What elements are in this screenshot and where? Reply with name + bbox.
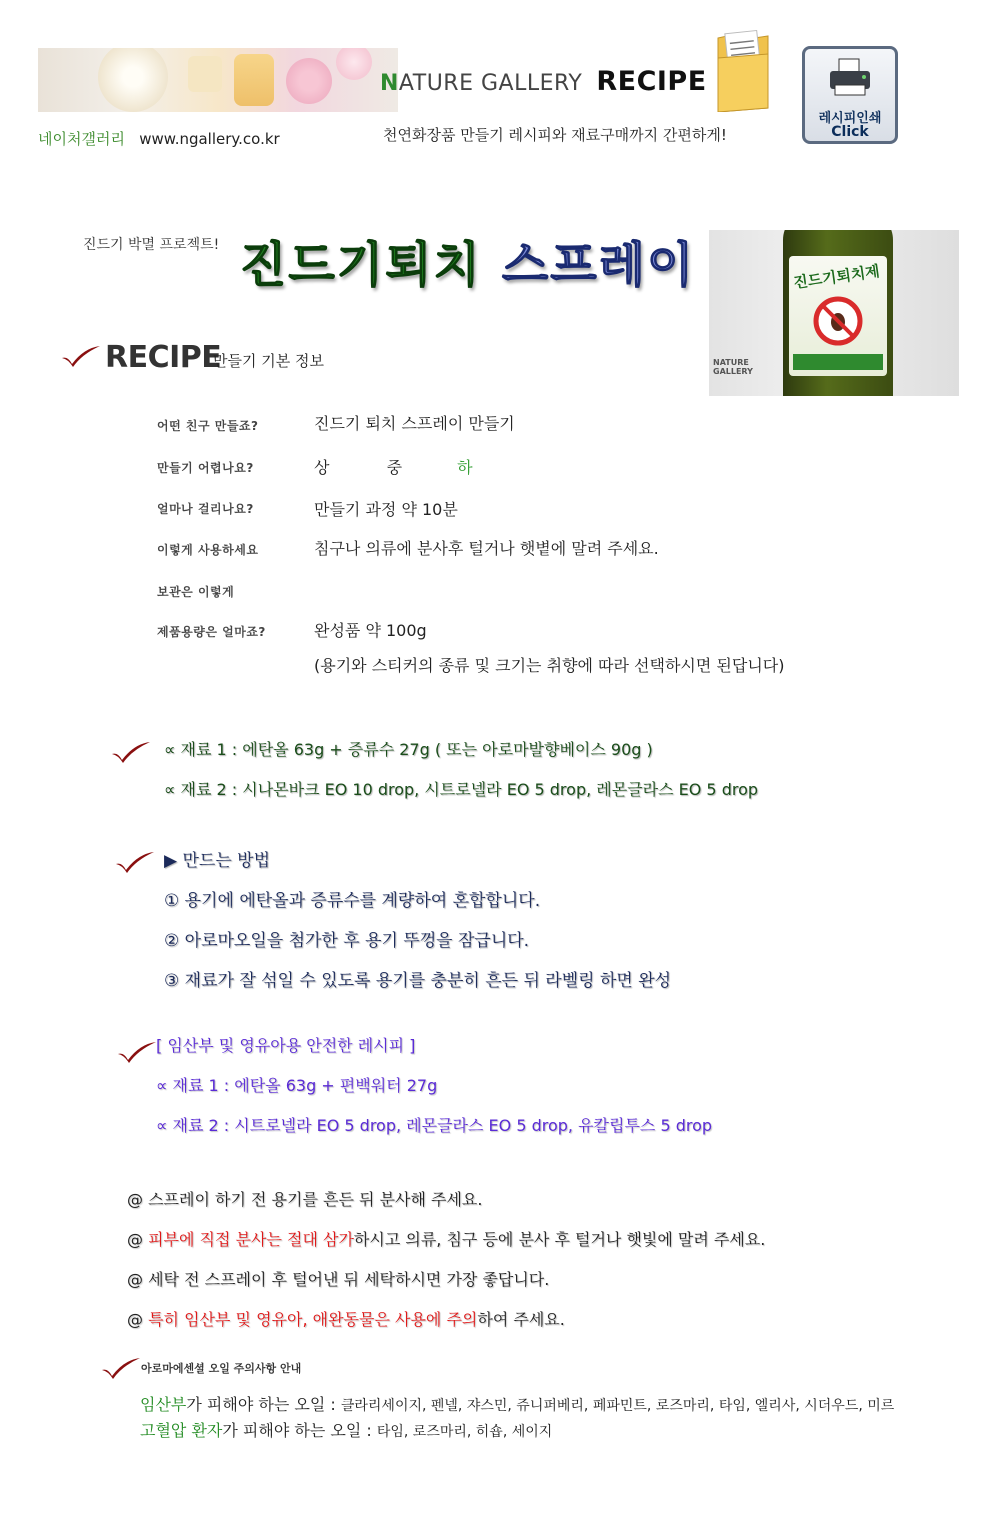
print-click-label: Click: [831, 124, 869, 140]
avoid-list: 타임, 로즈마리, 히숍, 세이지: [376, 1424, 553, 1440]
checkmark-icon: [116, 1040, 158, 1064]
product-photo: [709, 230, 959, 396]
difficulty-mid: 중: [386, 458, 403, 477]
header-banner-image: [38, 48, 398, 112]
recipe-subheading: 만들기 기본 정보: [213, 352, 324, 370]
brand-initial: N: [380, 71, 399, 96]
info-question: 어떤 친구 만들죠?: [157, 419, 259, 433]
method-heading: ▶ 만드는 방법: [164, 851, 270, 871]
method-step: ② 아로마오일을 첨가한 후 용기 뚜껑을 잠급니다.: [164, 931, 530, 951]
site-info: [38, 128, 280, 149]
brand-title: [380, 66, 707, 97]
avoid-who: 임산부: [140, 1395, 187, 1414]
checkmark-icon: [60, 344, 102, 368]
note-warning: 피부에 직접 분사는 절대 삼가: [148, 1230, 354, 1249]
folder-icon: [714, 28, 772, 112]
info-answer: 침구나 의류에 분사후 털거나 햇볕에 말려 주세요.: [314, 539, 659, 558]
printer-icon: [827, 57, 873, 99]
avoid-list: 클라리세이지, 펜넬, 쟈스민, 쥬니퍼베리, 페파민트, 로즈마리, 타임, 엘리사, 시더우드, 미르: [340, 1398, 895, 1414]
info-question: 얼마나 걸리나요?: [157, 502, 254, 516]
info-question: 만들기 어렵나요?: [157, 461, 254, 475]
title-blue: 스프레이: [501, 237, 696, 293]
note-prefix: @: [127, 1230, 149, 1249]
material-1: ∝ 재료 1 : 에탄올 63g + 증류수 27g ( 또는 아로마발향베이스 90g ): [164, 740, 653, 759]
info-answer: 만들기 과정 약 10분: [314, 500, 458, 519]
material-2: ∝ 재료 2 : 시나몬바크 EO 10 drop, 시트로넬라 EO 5 drop, 레몬글라스 EO 5 drop: [164, 780, 759, 799]
difficulty-levels: [314, 455, 473, 478]
photo-watermark: NATURE GALLERY: [713, 358, 753, 376]
title-green: 진드기퇴치: [240, 237, 482, 293]
info-answer: 진드기 퇴치 스프레이 만들기: [314, 414, 515, 433]
avoid-who: 고혈압 환자: [140, 1421, 223, 1440]
safe-material-1: ∝ 재료 1 : 에탄올 63g + 편백워터 27g: [156, 1076, 438, 1095]
note-warning: 특히 임산부 및 영유아, 애완동물은 사용에 주의: [148, 1310, 478, 1329]
print-label: 레시피인쇄: [818, 111, 882, 126]
note-text: 하시고 의류, 침구 등에 분사 후 털거나 햇빛에 말려 주세요.: [353, 1230, 766, 1249]
aroma-avoid-hypertension: [140, 1418, 552, 1441]
note-text: 하여 주세요.: [477, 1310, 565, 1329]
method-step: ③ 재료가 잘 섞일 수 있도록 용기를 충분히 흔든 뒤 라벨링 하면 완성: [164, 971, 672, 991]
brand-recipe: RECIPE: [596, 66, 707, 97]
brand-name: ATURE GALLERY: [398, 71, 583, 96]
note-2: [127, 1227, 765, 1250]
checkmark-icon: [100, 1356, 142, 1380]
note-prefix: @: [127, 1310, 149, 1329]
no-tick-icon: [813, 296, 863, 346]
note-4: [127, 1307, 565, 1330]
avoid-label: 가 피해야 하는 오일 :: [222, 1421, 377, 1440]
tagline: 천연화장품 만들기 레시피와 재료구매까지 간편하게!: [383, 126, 727, 144]
note-1: @ 스프레이 하기 전 용기를 흔든 뒤 분사해 주세요.: [127, 1190, 483, 1209]
site-url-link[interactable]: www.ngallery.co.kr: [139, 130, 280, 148]
info-question: 이렇게 사용하세요: [157, 543, 259, 557]
method-step: ① 용기에 에탄올과 증류수를 계량하여 혼합합니다.: [164, 891, 541, 911]
print-recipe-button[interactable]: [802, 46, 898, 144]
aroma-heading: 아로마에센셜 오일 주의사항 안내: [141, 1362, 302, 1375]
safe-material-2: ∝ 재료 2 : 시트로넬라 EO 5 drop, 레몬글라스 EO 5 drop, 유칼립투스 5 drop: [156, 1116, 713, 1135]
info-question: 제품용량은 얼마죠?: [157, 625, 266, 639]
avoid-label: 가 피해야 하는 오일 :: [186, 1395, 341, 1414]
info-answer: 완성품 약 100g: [314, 621, 427, 640]
aroma-avoid-pregnant: [140, 1392, 894, 1415]
site-name: 네이처갤러리: [38, 130, 125, 148]
checkmark-icon: [114, 850, 156, 874]
difficulty-high: 상: [314, 458, 330, 477]
recipe-heading: RECIPE: [105, 340, 222, 375]
info-question: 보관은 이렇게: [157, 585, 235, 599]
capacity-note: (용기와 스티커의 종류 및 크기는 취향에 따라 선택하시면 된답니다): [314, 656, 785, 675]
title-pre: 진드기 박멸 프로젝트!: [83, 237, 220, 253]
page-title: [240, 226, 695, 295]
bottle-label: 진드기퇴치제: [792, 262, 881, 292]
checkmark-icon: [110, 740, 152, 764]
difficulty-low-selected: 하: [457, 458, 473, 477]
note-3: @ 세탁 전 스프레이 후 털어낸 뒤 세탁하시면 가장 좋답니다.: [127, 1270, 550, 1289]
safe-recipe-heading: [ 임산부 및 영유아용 안전한 레시피 ]: [156, 1036, 416, 1055]
